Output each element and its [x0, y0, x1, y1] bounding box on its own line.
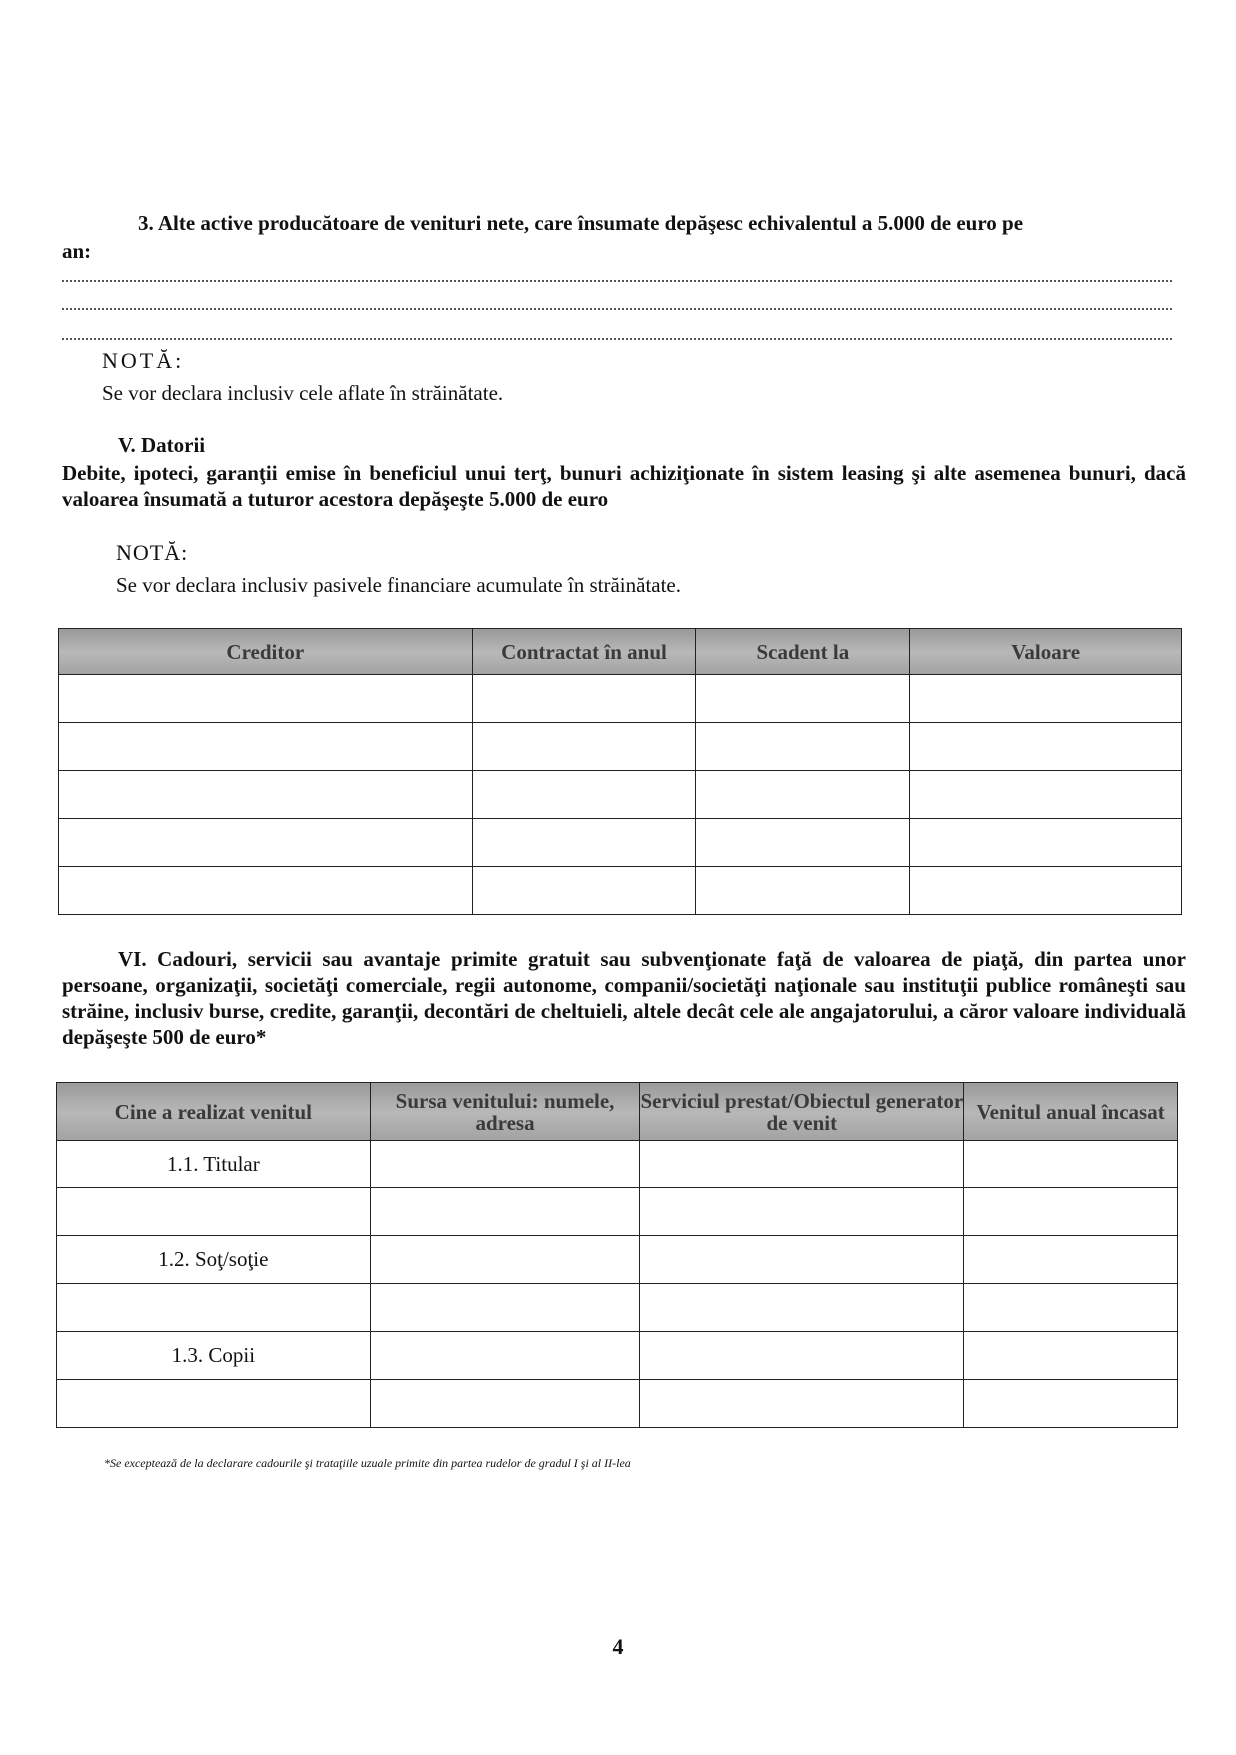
page-number: 4 [612, 1634, 624, 1659]
header-creditor: Creditor [59, 629, 473, 675]
header-sursa: Sursa venitului: numele, adresa [370, 1083, 640, 1141]
table-cell[interactable] [370, 1236, 640, 1284]
table-cell[interactable] [696, 723, 910, 771]
nota-1-label: NOTĂ: [102, 348, 185, 373]
table-cell[interactable] [964, 1236, 1178, 1284]
section-6-text: VI. Cadouri, servicii sau avantaje primite gratuit sau subvenţionate faţă de valoarea de piaţă, din partea unor persoane, organizaţii, societăţi comerciale, regii autonome, companii/societăţi naţionale sau instituţii publice româneşti sau străine, inclusiv burse, credite, garanţii, decontări de cheltuieli, altele decât cele ale angajatorului, a căror valoare individuală depăşeşte 500 de euro* [62, 947, 1186, 1049]
table-cell[interactable] [57, 1188, 371, 1236]
table-cell[interactable] [370, 1284, 640, 1332]
table-row [59, 723, 1182, 771]
table-cell[interactable] [59, 819, 473, 867]
table-cell[interactable] [640, 1188, 964, 1236]
table-cell[interactable] [370, 1141, 640, 1188]
table-cell[interactable] [472, 819, 696, 867]
table-cell[interactable] [964, 1284, 1178, 1332]
table-row [59, 867, 1182, 915]
table-row [57, 1236, 1178, 1284]
table-row [57, 1332, 1178, 1380]
table-cell[interactable] [910, 675, 1182, 723]
fill-line-2 [62, 308, 1172, 310]
table-row [59, 819, 1182, 867]
table-cell[interactable] [370, 1188, 640, 1236]
table-row [57, 1188, 1178, 1236]
debts-table-header [59, 629, 1182, 675]
header-valoare: Valoare [910, 629, 1182, 675]
table-cell[interactable] [696, 771, 910, 819]
table-cell[interactable] [910, 771, 1182, 819]
table-row [57, 1380, 1178, 1428]
section-5-description: Debite, ipoteci, garanţii emise în beneficiul unui terţ, bunuri achiziţionate în sistem leasing şi alte asemenea bunuri, dacă valoarea însumată a tuturor acestora depăşeşte 5.000 de euro [62, 461, 1186, 511]
table-cell[interactable] [910, 819, 1182, 867]
debts-table [58, 628, 1182, 915]
table-cell[interactable] [696, 675, 910, 723]
fill-line-1 [62, 280, 1172, 282]
table-cell[interactable] [472, 771, 696, 819]
table-row [57, 1284, 1178, 1332]
table-row [57, 1141, 1178, 1188]
header-cine: Cine a realizat venitul [57, 1083, 371, 1141]
table-row [59, 675, 1182, 723]
gifts-table [56, 1082, 1178, 1428]
table-cell[interactable] [964, 1141, 1178, 1188]
section-5-title: V. Datorii [118, 433, 206, 457]
table-cell[interactable] [640, 1332, 964, 1380]
table-cell[interactable] [472, 723, 696, 771]
footnote: *Se exceptează de la declarare cadourile şi trataţiile uzuale primite din partea rudelor de gradul I şi al II-lea [104, 1456, 631, 1470]
row-label-sot-sotie: 1.2. Soţ/soţie [57, 1236, 371, 1284]
table-cell[interactable] [640, 1284, 964, 1332]
table-cell[interactable] [964, 1188, 1178, 1236]
gifts-table-header [57, 1083, 1178, 1141]
section-3-heading: 3. Alte active producătoare de venituri nete, care însumate depăşesc echivalentul a 5.000 de euro pe [138, 211, 1024, 235]
nota-2-text: Se vor declara inclusiv pasivele financiare acumulate în străinătate. [116, 573, 682, 597]
row-label-copii: 1.3. Copii [57, 1332, 371, 1380]
table-cell[interactable] [57, 1380, 371, 1428]
header-scadent: Scadent la [696, 629, 910, 675]
table-cell[interactable] [964, 1332, 1178, 1380]
nota-1-text: Se vor declara inclusiv cele aflate în străinătate. [102, 381, 504, 405]
table-cell[interactable] [370, 1332, 640, 1380]
table-cell[interactable] [370, 1380, 640, 1428]
row-label-titular: 1.1. Titular [57, 1141, 371, 1188]
table-cell[interactable] [640, 1236, 964, 1284]
table-cell[interactable] [57, 1284, 371, 1332]
table-cell[interactable] [640, 1141, 964, 1188]
table-cell[interactable] [910, 867, 1182, 915]
header-serviciul: Serviciul prestat/Obiectul generator de venit [640, 1083, 964, 1141]
table-cell[interactable] [59, 771, 473, 819]
table-cell[interactable] [910, 723, 1182, 771]
nota-2-label: NOTĂ: [116, 540, 189, 565]
table-cell[interactable] [472, 867, 696, 915]
table-cell[interactable] [59, 723, 473, 771]
table-cell[interactable] [59, 675, 473, 723]
fill-line-3 [62, 338, 1172, 340]
header-venitul: Venitul anual încasat [964, 1083, 1178, 1141]
table-cell[interactable] [964, 1380, 1178, 1428]
table-row [59, 771, 1182, 819]
section-3-heading-continuation: an: [62, 239, 92, 263]
table-cell[interactable] [472, 675, 696, 723]
table-cell[interactable] [696, 867, 910, 915]
table-cell[interactable] [696, 819, 910, 867]
table-cell[interactable] [640, 1380, 964, 1428]
table-cell[interactable] [59, 867, 473, 915]
header-contractat: Contractat în anul [472, 629, 696, 675]
